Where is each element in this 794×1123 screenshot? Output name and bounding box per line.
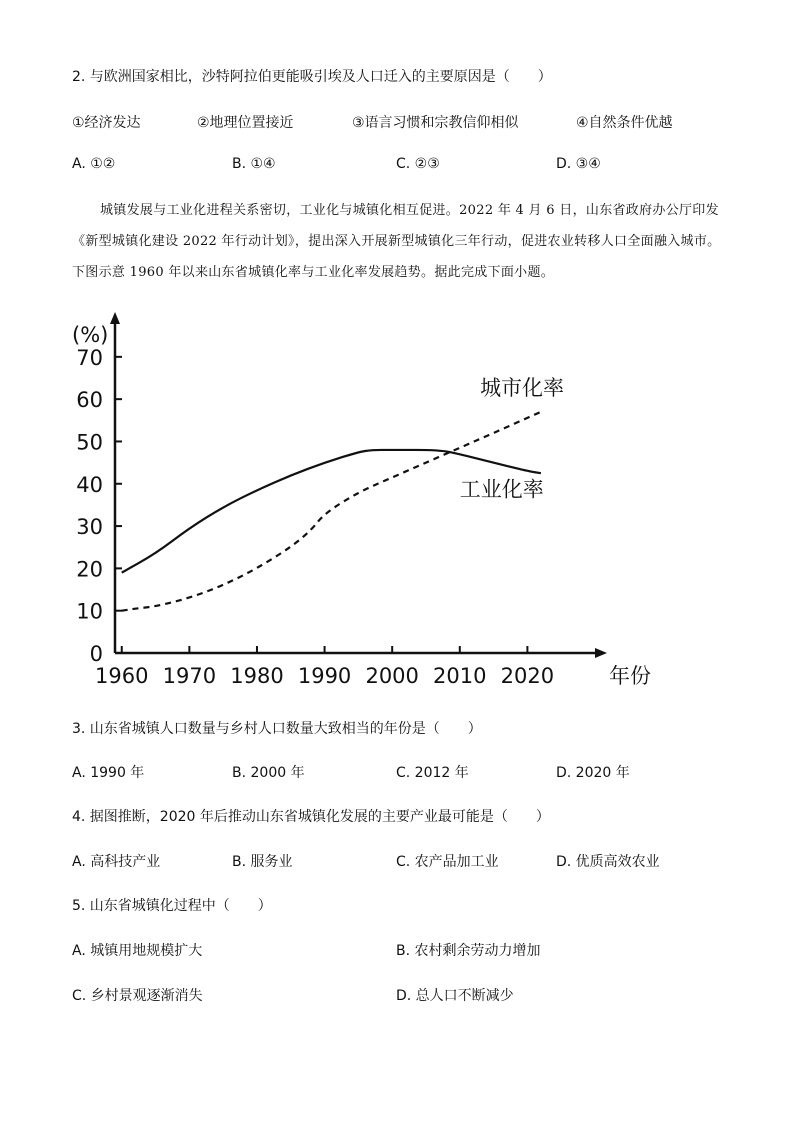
y-axis-arrow <box>110 312 120 324</box>
q5-option-a[interactable]: A. 城镇用地规模扩大 <box>72 943 203 959</box>
y-tick-label: 50 <box>76 430 103 455</box>
q5-option-c[interactable]: C. 乡村景观逐渐消失 <box>72 988 203 1004</box>
chart-series <box>122 412 541 611</box>
q3-option-b[interactable]: B. 2000 年 <box>232 765 305 781</box>
q2-item-1: ①经济发达 <box>72 115 141 131</box>
x-tick-label: 1990 <box>297 664 352 688</box>
x-tick-label: 1980 <box>230 664 284 688</box>
y-tick-label: 60 <box>76 388 103 413</box>
q2-option-a[interactable]: A. ①② <box>72 156 116 172</box>
q4-option-a[interactable]: A. 高科技产业 <box>72 854 161 870</box>
x-tick-label: 2010 <box>433 664 487 688</box>
y-axis-label: (%) <box>72 323 109 347</box>
x-tick-label: 2000 <box>365 664 419 688</box>
q2-option-c[interactable]: C. ②③ <box>396 156 440 172</box>
x-axis-arrow <box>595 648 607 658</box>
q2-stem: 2. 与欧洲国家相比，沙特阿拉伯更能吸引埃及人口迁入的主要原因是（ ） <box>72 69 552 85</box>
q3-option-a[interactable]: A. 1990 年 <box>72 765 145 781</box>
q2-option-d[interactable]: D. ③④ <box>556 156 601 172</box>
series-line-industrialization <box>122 450 541 573</box>
q4-option-c[interactable]: C. 农产品加工业 <box>396 854 499 870</box>
q3-option-c[interactable]: C. 2012 年 <box>396 765 469 781</box>
q4-option-b[interactable]: B. 服务业 <box>232 854 293 870</box>
legend-urbanization-rate: 城市化率 <box>480 375 565 400</box>
legend-industrialization-rate: 工业化率 <box>459 477 544 502</box>
q2-item-2: ②地理位置接近 <box>197 115 294 131</box>
q2-item-4: ④自然条件优越 <box>576 115 673 131</box>
y-tick-label: 20 <box>76 557 103 582</box>
q4-option-d[interactable]: D. 优质高效农业 <box>556 854 660 870</box>
y-tick-label: 30 <box>76 515 103 540</box>
chart-labels <box>72 323 651 688</box>
series-line-urbanization <box>122 412 541 611</box>
q3-option-d[interactable]: D. 2020 年 <box>556 765 630 781</box>
y-tick-label: 0 <box>89 642 103 666</box>
reading-passage: 城镇发展与工业化进程关系密切，工业化与城镇化相互促进。2022 年 4 月 6 日，山东省政府办公厅印发《新型城镇化建设 2022 年行动计划》，提出深入开展新型城镇化三年行动，促进农业转移人口全面融入城市。下图示意 1960 年以来山东省城镇化率与工业化率发展趋势。据此完成下面小题。 <box>72 203 721 280</box>
q5-stem: 5. 山东省城镇化过程中（ ） <box>72 898 272 914</box>
q5-option-b[interactable]: B. 农村剩余劳动力增加 <box>396 943 541 959</box>
y-tick-label: 10 <box>76 599 103 624</box>
q2-item-3: ③语言习惯和宗教信仰相似 <box>352 115 519 131</box>
urbanization-industrialization-chart <box>60 308 651 693</box>
q4-stem: 4. 据图推断，2020 年后推动山东省城镇化发展的主要产业最可能是（ ） <box>72 809 550 825</box>
q3-stem: 3. 山东省城镇人口数量与乡村人口数量大致相当的年份是（ ） <box>72 721 482 737</box>
x-tick-label: 2020 <box>500 664 555 688</box>
q5-option-d[interactable]: D. 总人口不断减少 <box>396 988 514 1004</box>
y-tick-label: 40 <box>76 472 103 497</box>
q2-option-b[interactable]: B. ①④ <box>232 156 276 172</box>
x-axis-label: 年份 <box>609 664 651 688</box>
x-tick-label: 1970 <box>162 664 217 688</box>
y-tick-label: 70 <box>76 345 103 370</box>
x-tick-label: 1960 <box>95 664 149 688</box>
